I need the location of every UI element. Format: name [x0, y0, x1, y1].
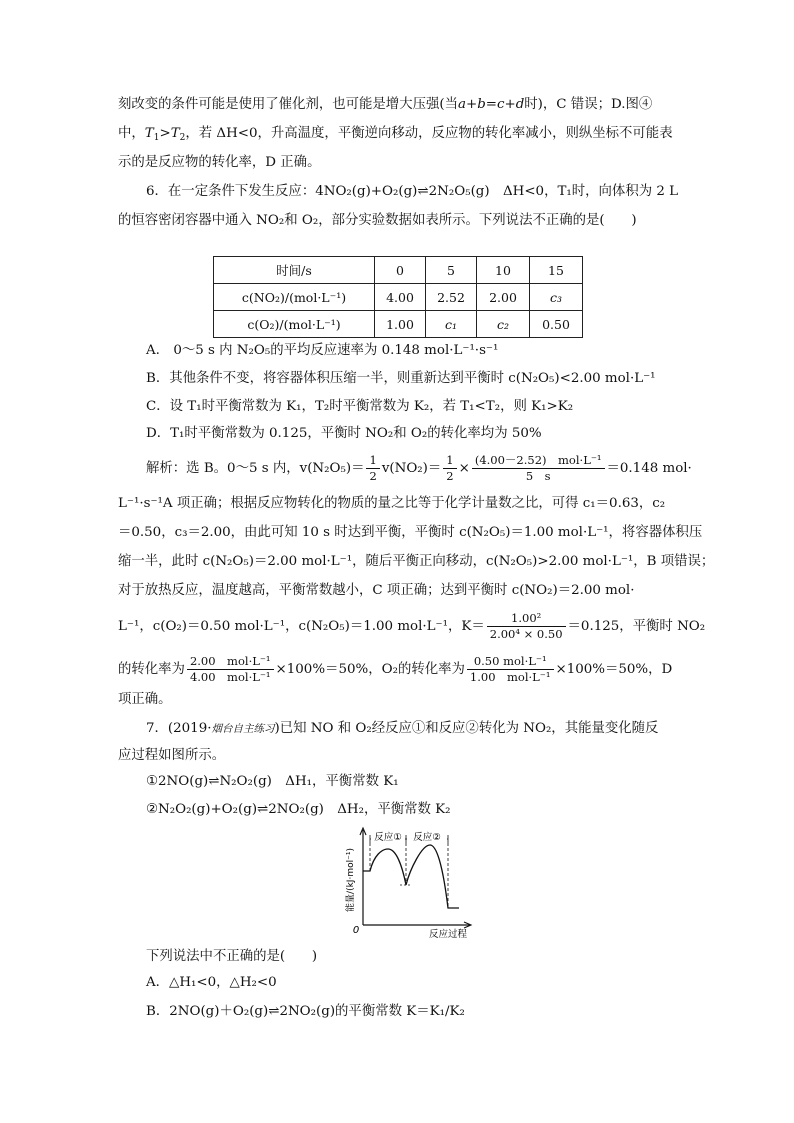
- text-span: )已知 NO 和 O₂经反应①和反应②转化为 NO₂，其能量变化随反: [274, 721, 659, 736]
- table-cell: 时间/s: [214, 257, 375, 284]
- solution-line3: ＝0.50，c₃＝2.00，由此可知 10 s 时达到平衡，平衡时 c(N₂O₅)＝1.00 mol·L⁻¹，将容器体积压: [118, 525, 703, 540]
- denominator: 1.00 mol·L⁻¹: [469, 670, 551, 684]
- fraction: [187, 654, 274, 685]
- option-a: A. 0～5 s 内 N₂O₅的平均反应速率为 0.148 mol·L⁻¹·s⁻¹: [146, 343, 499, 358]
- text-span: ×100%＝50%，D: [555, 662, 673, 677]
- table-cell: c₁: [426, 311, 477, 338]
- question-7-prompt: 下列说法中不正确的是( ): [146, 949, 318, 964]
- numerator: 1: [366, 453, 379, 469]
- condition-expr: a+b=c+d: [458, 97, 525, 112]
- text-span: ＝0.148 mol·: [606, 461, 692, 476]
- table-cell: 0: [375, 257, 426, 284]
- table-cell: c(NO₂)/(mol·L⁻¹): [214, 284, 375, 311]
- text-span: L⁻¹，c(O₂)＝0.50 mol·L⁻¹，c(N₂O₅)＝1.00 mol·L⁻¹，K＝: [118, 619, 485, 634]
- table-cell: 10: [477, 257, 530, 284]
- denominator: 5 s: [525, 469, 551, 483]
- numerator: 1: [443, 453, 456, 469]
- numerator: (4.00－2.52) mol·L⁻¹: [472, 453, 605, 469]
- fraction: [472, 453, 605, 484]
- text-line: 示的是反应物的转化率，D 正确。: [118, 155, 321, 170]
- denominator: 4.00 mol·L⁻¹: [189, 670, 271, 684]
- text-span: v(NO₂)＝: [381, 461, 442, 476]
- var-t: T: [170, 126, 180, 141]
- text-span: ＝0.125，平衡时 NO₂: [567, 619, 706, 634]
- solution-line7: [118, 654, 672, 685]
- numerator: 2.00 mol·L⁻¹: [187, 654, 274, 670]
- var-t: T: [144, 126, 154, 141]
- label-reaction-1: 反应①: [374, 832, 402, 843]
- reaction-2: ②N₂O₂(g)+O₂(g)⇌2NO₂(g) ΔH₂，平衡常数 K₂: [146, 802, 451, 817]
- fraction: [443, 453, 456, 484]
- denominator: 2: [369, 469, 377, 483]
- text-span: 的转化率为: [118, 662, 185, 677]
- table-cell: 2.00: [477, 284, 530, 311]
- table-cell: 4.00: [375, 284, 426, 311]
- text-span: ×: [458, 461, 470, 476]
- x-axis-label: 反应过程: [428, 929, 468, 940]
- source-note: 烟台自主练习: [211, 723, 275, 735]
- text-span: 7．(2019·: [146, 721, 212, 736]
- table-cell: c₂: [477, 311, 530, 338]
- fraction: [467, 654, 554, 685]
- energy-diagram: [340, 825, 485, 940]
- text-span: 时)，C 错误；D.图④: [524, 97, 653, 112]
- text-span: ，若 ΔH<0，升高温度，平衡逆向移动，反应物的转化率减小，则纵坐标不可能表: [185, 126, 673, 141]
- table-row: [214, 257, 583, 284]
- question-7-stem-line2: 应过程如图所示。: [118, 748, 226, 763]
- reaction-1: ①2NO(g)⇌N₂O₂(g) ΔH₁，平衡常数 K₁: [146, 774, 399, 789]
- table-cell: 15: [530, 257, 583, 284]
- subscript: 1: [153, 133, 160, 143]
- text-span: 解析：选 B。0～5 s 内，v(N₂O₅)＝: [146, 461, 365, 476]
- table-cell: c₃: [530, 284, 583, 311]
- question-6-stem-line2: 的恒容密闭容器中通入 NO₂和 O₂，部分实验数据如表所示。下列说法不正确的是( ): [118, 213, 637, 228]
- table-cell: 1.00: [375, 311, 426, 338]
- option-b: B．其他条件不变，将容器体积压缩一半，则重新达到平衡时 c(N₂O₅)<2.00 mol·L⁻¹: [146, 371, 656, 386]
- table-cell: 5: [426, 257, 477, 284]
- question-7-stem-line1: [146, 719, 658, 739]
- text-span: ×100%＝50%，O₂的转化率为: [275, 662, 465, 677]
- energy-curve: [363, 845, 459, 908]
- table-row: [214, 284, 583, 311]
- solution-line6: [118, 611, 705, 642]
- solution-line5: 对于放热反应，温度越高，平衡常数越小，C 项正确；达到平衡时 c(NO₂)＝2.00 mol·: [118, 583, 635, 598]
- text-span: 中，: [118, 126, 145, 141]
- denominator: 2: [446, 469, 454, 483]
- solution-line2: L⁻¹·s⁻¹A 项正确；根据反应物转化的物质的量之比等于化学计量数之比，可得 c₁＝0.63，c₂: [118, 496, 666, 511]
- denominator: 2.00⁴ × 0.50: [489, 627, 563, 641]
- table-cell: 2.52: [426, 284, 477, 311]
- solution-line8: 项正确。: [118, 692, 172, 707]
- table-cell: 0.50: [530, 311, 583, 338]
- table-row: [214, 311, 583, 338]
- data-table: [213, 256, 583, 338]
- option-d: D．T₁时平衡常数为 0.125，平衡时 NO₂和 O₂的转化率均为 50%: [146, 426, 542, 441]
- label-reaction-2: 反应②: [413, 832, 441, 843]
- option-a: A．△H₁<0，△H₂<0: [146, 975, 277, 990]
- fraction: [366, 453, 379, 484]
- numerator: 1.00²: [487, 611, 566, 627]
- solution-line4: 缩一半，此时 c(N₂O₅)＝2.00 mol·L⁻¹，随后平衡正向移动，c(N₂O₅)>2.00 mol·L⁻¹，B 项错误；: [118, 554, 715, 569]
- fraction: [487, 611, 566, 642]
- table-cell: c(O₂)/(mol·L⁻¹): [214, 311, 375, 338]
- text-line: [118, 124, 673, 148]
- solution-line1: [146, 453, 692, 484]
- option-b: B．2NO(g)＋O₂(g)⇌2NO₂(g)的平衡常数 K＝K₁/K₂: [146, 1004, 465, 1019]
- text-span: >: [159, 126, 171, 141]
- option-c: C．设 T₁时平衡常数为 K₁，T₂时平衡常数为 K₂，若 T₁<T₂，则 K₁>K₂: [146, 399, 574, 414]
- text-line: [118, 95, 652, 115]
- y-axis-label: 能量/(kJ·mol⁻¹): [346, 848, 356, 912]
- numerator: 0.50 mol·L⁻¹: [467, 654, 554, 670]
- question-6-stem-line1: 6．在一定条件下发生反应：4NO₂(g)+O₂(g)⇌2N₂O₅(g) ΔH<0，T₁时，向体积为 2 L: [146, 184, 679, 199]
- text-span: 刻改变的条件可能是使用了催化剂，也可能是增大压强(当: [118, 97, 458, 112]
- subscript: 2: [179, 133, 186, 143]
- origin-label: 0: [352, 925, 360, 936]
